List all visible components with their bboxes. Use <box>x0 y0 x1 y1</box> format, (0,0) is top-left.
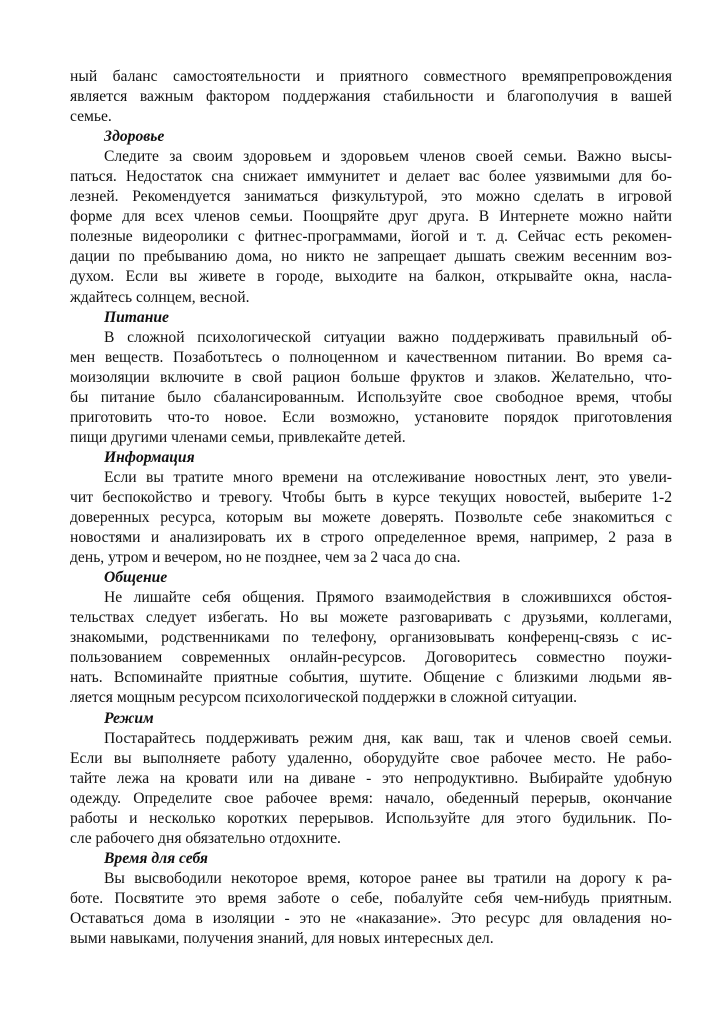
text-line: лезней. Рекомендуется заниматься физкультурой, это можно сделать в игровой <box>70 188 672 206</box>
section-heading-routine: Режим <box>104 709 154 727</box>
text-line: ждайтесь солнцем, весной. <box>70 288 250 306</box>
text-line: сле рабочего дня обязательно отдохните. <box>70 829 341 847</box>
text-line: нать. Вспоминайте приятные события, шутите. Общение с близкими людьми яв- <box>70 669 672 687</box>
section-paragraph-routine <box>70 729 672 849</box>
text-line: Если вы тратите много времени на отслеживание новостных лент, это увели- <box>104 468 672 486</box>
text-line: боте. Посвятите это время заботе о себе, побалуйте себя чем-нибудь приятным. <box>70 889 672 907</box>
section-heading-information: Информация <box>104 448 195 466</box>
text-line: ляется мощным ресурсом психологической поддержки в сложной ситуации. <box>70 689 578 707</box>
text-line: Следите за своим здоровьем и здоровьем членов своей семьи. Важно высы- <box>104 148 672 166</box>
text-line: выми навыками, получения знаний, для новых интересных дел. <box>70 930 494 948</box>
text-line: пользованием современных онлайн-ресурсов. Договоритесь совместно поужи- <box>70 649 672 667</box>
section-paragraph-time-for-self <box>70 869 672 949</box>
section-paragraph-nutrition <box>70 328 672 448</box>
section-heading-time-for-self: Время для себя <box>104 849 208 867</box>
text-line: день, утром и вечером, но не позднее, чем за 2 часа до сна. <box>70 549 461 567</box>
text-line: паться. Недостаток сна снижает иммунитет и делает вас более уязвимыми для бо- <box>70 168 672 186</box>
text-line: одежду. Определите свое рабочее время: начало, обеденный перерыв, окончание <box>70 789 672 807</box>
text-line: работы и несколько коротких перерывов. Используйте для этого будильник. По- <box>70 809 672 827</box>
text-line: бы питание было сбалансированным. Используйте свое свободное время, чтобы <box>70 388 672 406</box>
section-paragraph-health <box>70 147 672 307</box>
section-heading-communication: Общение <box>104 569 168 587</box>
text-line: моизоляции включите в свой рацион больше фруктов и злаков. Желательно, что- <box>70 368 672 386</box>
intro-paragraph <box>70 67 672 127</box>
text-line: является важным фактором поддержания стабильности и благополучия в вашей <box>70 88 672 106</box>
text-line: новостями и анализировать их в строго определенное время, например, 2 раза в <box>70 529 672 547</box>
text-line: полезные видеоролики с фитнес-программами, йогой и т. д. Сейчас есть рекомен- <box>70 228 672 246</box>
text-line: Оставаться дома в изоляции - это не «наказание». Это ресурс для овладения но- <box>70 909 672 927</box>
text-line: форме для всех членов семьи. Поощряйте друг друга. В Интернете можно найти <box>70 208 672 226</box>
section-paragraph-communication <box>70 588 672 708</box>
text-line: духом. Если вы живете в городе, выходите на балкон, открывайте окна, насла- <box>70 268 672 286</box>
text-line: мен веществ. Позаботьтесь о полноценном и качественном питании. Во время са- <box>70 348 672 366</box>
section-heading-nutrition: Питание <box>104 308 169 326</box>
text-line: Если вы выполняете работу удаленно, оборудуйте свое рабочее место. Не рабо- <box>70 749 672 767</box>
text-line: Постарайтесь поддерживать режим дня, как ваш, так и членов своей семьи. <box>104 729 672 747</box>
text-line: В сложной психологической ситуации важно поддерживать правильный об- <box>104 328 672 346</box>
text-line: Не лишайте себя общения. Прямого взаимодействия в сложившихся обстоя- <box>104 589 672 607</box>
text-line: ный баланс самостоятельности и приятного совместного времяпрепровождения <box>70 68 672 85</box>
text-line: семье. <box>70 108 112 126</box>
text-line: тельствах следует избегать. Но вы можете разговаривать с друзьями, коллегами, <box>70 609 672 627</box>
text-line: дации по пребыванию дома, но никто не запрещает дышать свежим весенним воз- <box>70 248 672 266</box>
text-line: чит беспокойство и тревогу. Чтобы быть в курсе текущих новостей, выберите 1-2 <box>70 488 672 506</box>
section-heading-health: Здоровье <box>104 128 165 146</box>
text-line: знакомыми, родственниками по телефону, организовывать конференц-связь с ис- <box>70 629 672 647</box>
text-line: тайте лежа на кровати или на диване - это непродуктивно. Выбирайте удобную <box>70 769 672 787</box>
text-line: пищи другими членами семьи, привлекайте детей. <box>70 428 406 446</box>
section-paragraph-information <box>70 468 672 568</box>
text-line: Вы высвободили некоторое время, которое ранее вы тратили на дорогу к ра- <box>104 869 672 887</box>
text-line: приготовить что-то новое. Если возможно, установите порядок приготовления <box>70 408 672 426</box>
text-line: доверенных ресурса, которым вы можете доверять. Позвольте себе знакомиться с <box>70 509 672 527</box>
document-page <box>70 67 672 949</box>
